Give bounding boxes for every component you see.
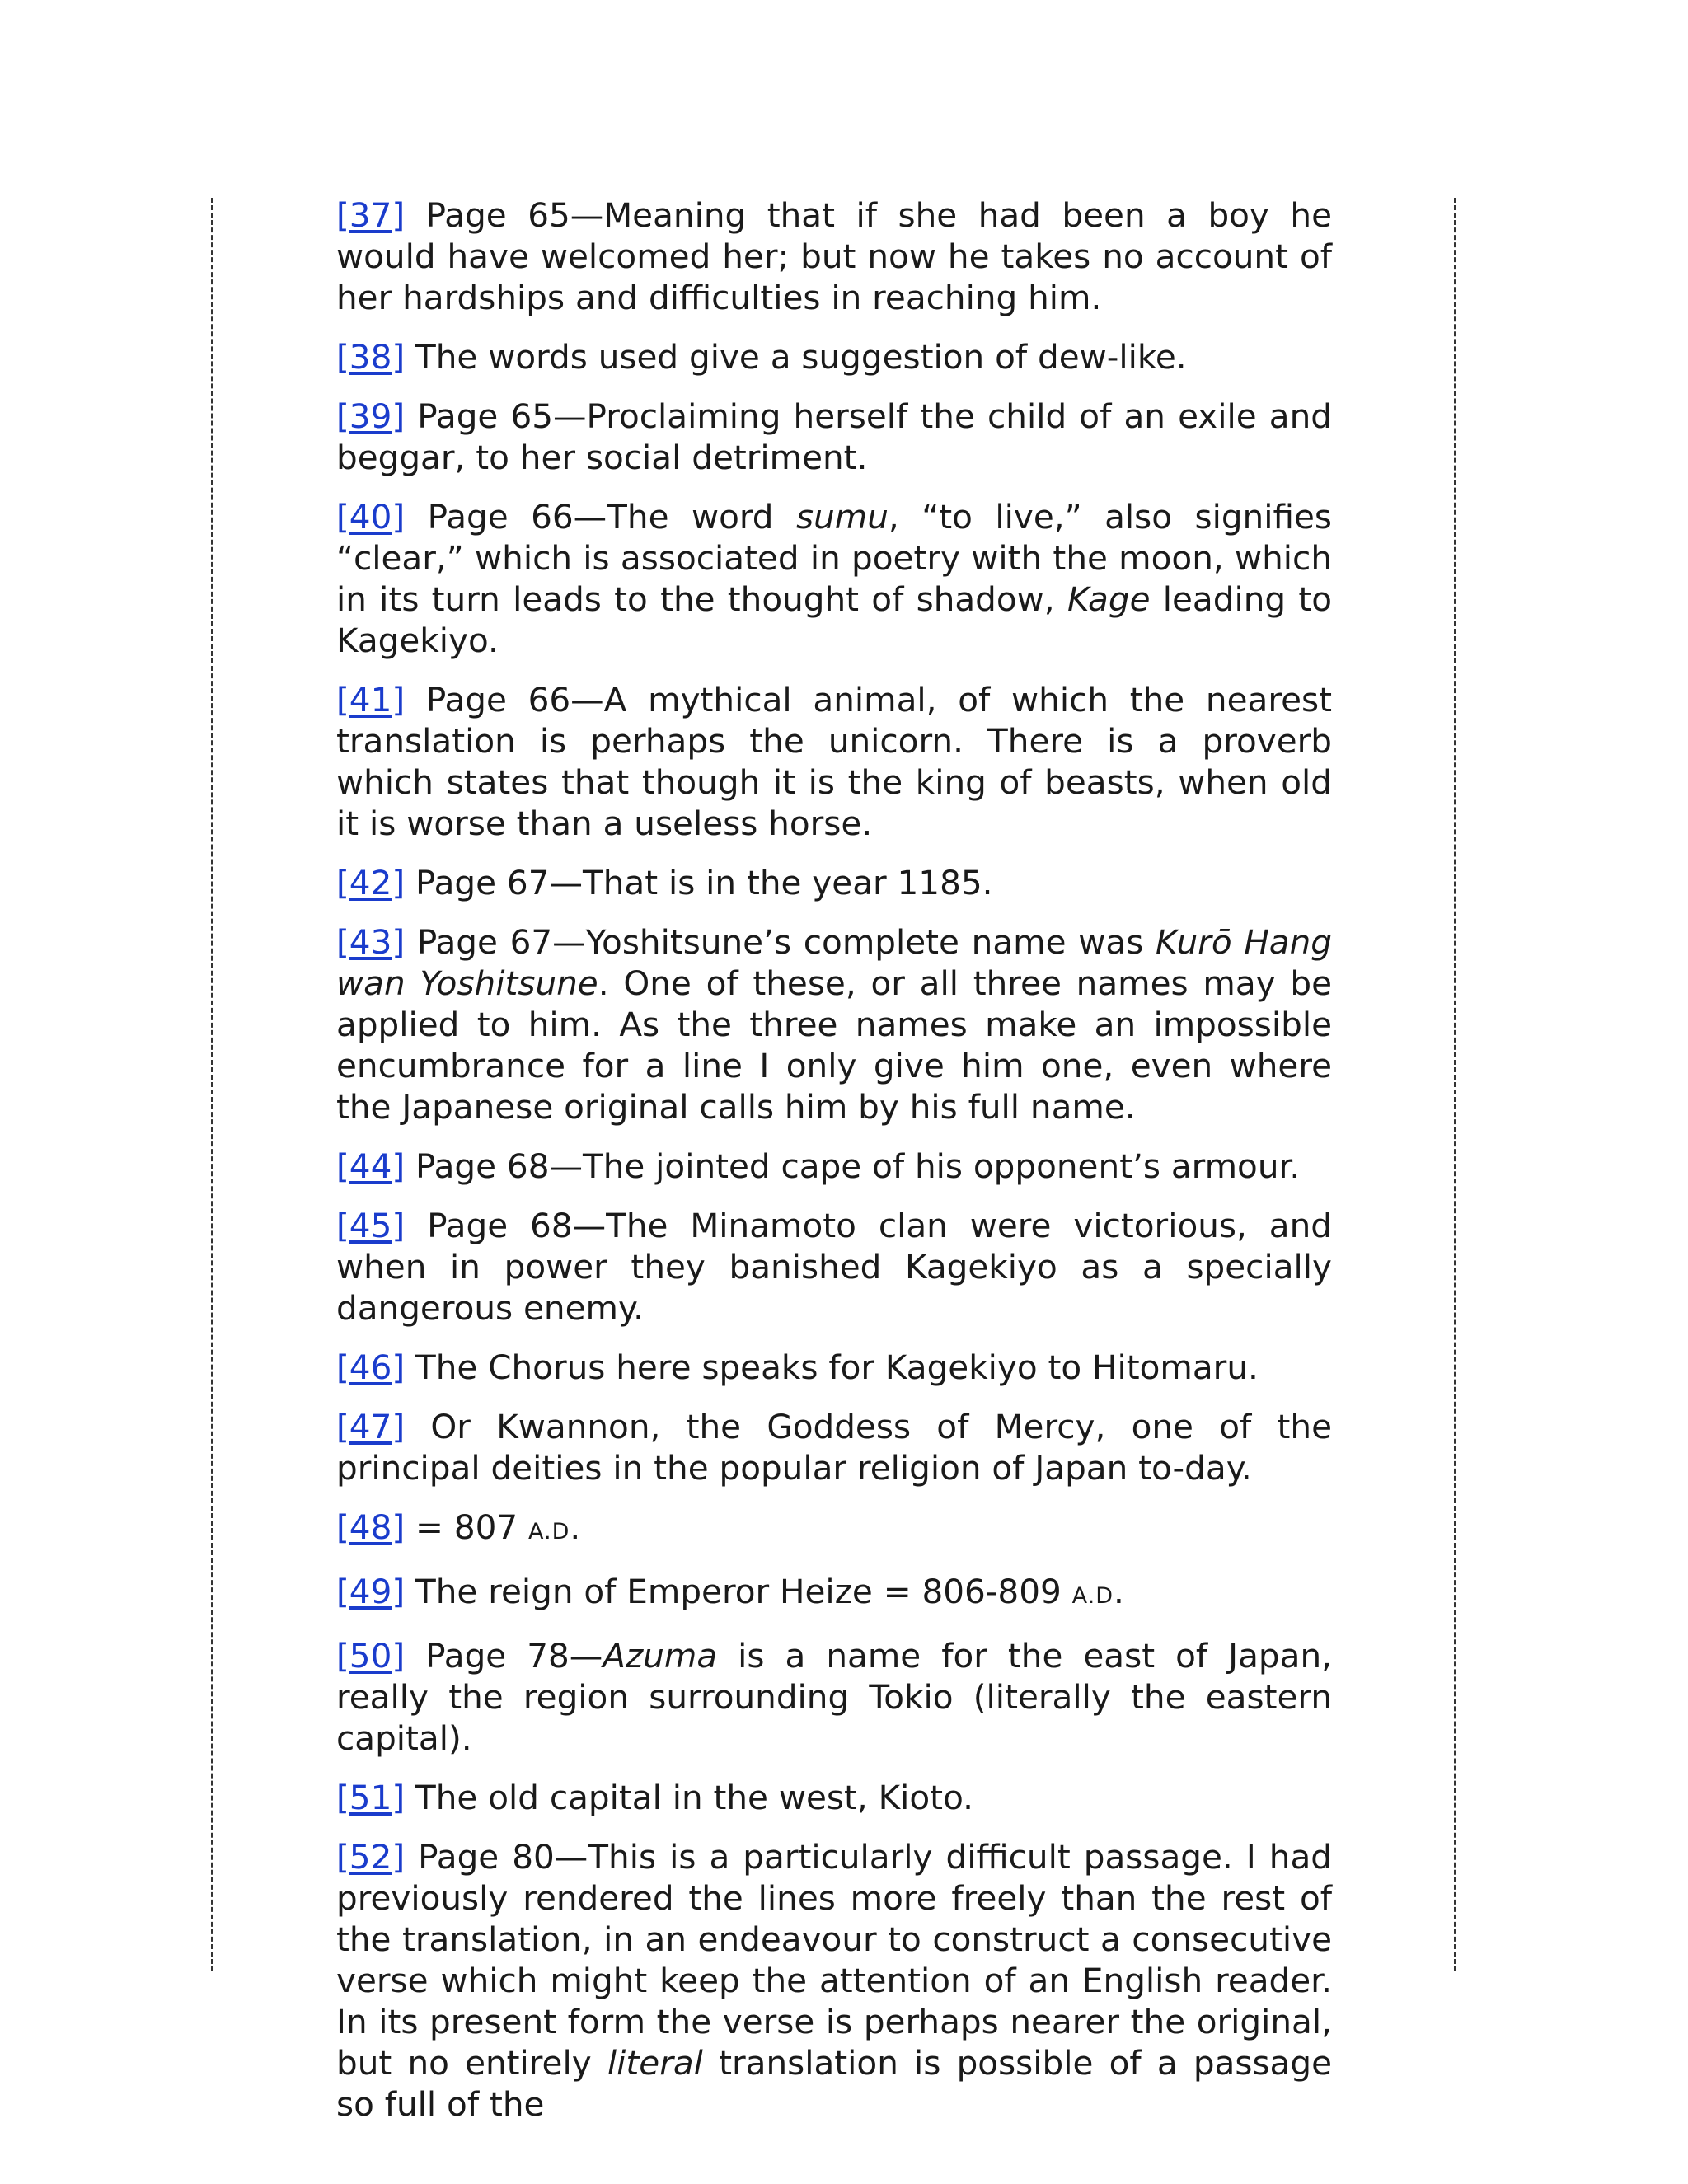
- footnote-text: [405, 1146, 1300, 1186]
- footnotes-list: [336, 194, 1332, 2143]
- footnote-ref-link[interactable]: [43]: [336, 922, 406, 962]
- text-run: . One of these, or all three names may be applied to him. As the three names make an impossible encumbrance for a line I only give him one, even where the Japanese original calls him by his full name.: [336, 963, 1332, 1127]
- footnote-ref-link[interactable]: [38]: [336, 337, 406, 377]
- footnote-ref-link[interactable]: [40]: [336, 497, 406, 537]
- footnote: [336, 496, 1332, 661]
- text-run: .: [1113, 1572, 1124, 1611]
- footnote: [336, 336, 1332, 377]
- text-run: Page 78—: [405, 1636, 603, 1675]
- footnote-text: [336, 1407, 1332, 1488]
- footnote: [336, 679, 1332, 844]
- footnote-text: [405, 1347, 1259, 1387]
- footnote-text: [405, 1507, 580, 1547]
- text-run: Page 68—The jointed cape of his opponent’s armour.: [405, 1146, 1301, 1186]
- text-run: leading to Kagekiyo.: [336, 579, 1333, 660]
- footnote-text: [336, 497, 1332, 660]
- footnote: [336, 1571, 1332, 1617]
- page-border-left: [211, 198, 213, 1971]
- text-run: Page 66—The word: [405, 497, 796, 537]
- footnote-text: [405, 1778, 973, 1817]
- text-run: Or Kwannon, the Goddess of Mercy, one of the principal deities in the popular religion of Japan to-day.: [336, 1407, 1332, 1488]
- text-run: is a name for the east of Japan, really the region surrounding Tokio (literally the eastern capital).: [336, 1636, 1332, 1758]
- text-run: Page 80—This is a particularly difficult passage. I had previously rendered the lines more freely than the rest of the translation, in an endeavour to construct a consecutive verse which might keep the attention of an English reader. In its present form the verse is perhaps nearer the original, but no entirely: [336, 1837, 1332, 2083]
- footnote-ref-link[interactable]: [50]: [336, 1636, 406, 1675]
- footnote-ref-link[interactable]: [39]: [336, 396, 406, 436]
- text-run: The Chorus here speaks for Kagekiyo to Hitomaru.: [405, 1347, 1259, 1387]
- footnote-ref-link[interactable]: [47]: [336, 1407, 406, 1446]
- italic-term: Kage: [1067, 579, 1151, 619]
- footnote-text: [336, 1206, 1332, 1328]
- footnote-text: [336, 195, 1332, 317]
- footnote-ref-link[interactable]: [48]: [336, 1507, 406, 1547]
- footnote: [336, 1406, 1332, 1488]
- text-run: The reign of Emperor Heize = 806-809: [405, 1572, 1072, 1611]
- text-run: translation is possible of a passage so full of the: [336, 2043, 1332, 2124]
- footnote: [336, 1146, 1332, 1187]
- footnote: [336, 1205, 1332, 1329]
- footnote-ref-link[interactable]: [41]: [336, 680, 406, 719]
- footnote: [336, 1777, 1332, 1818]
- footnote: [336, 1635, 1332, 1759]
- footnote: [336, 1836, 1332, 2125]
- footnote-ref-link[interactable]: [37]: [336, 195, 406, 235]
- text-run: .: [570, 1507, 581, 1547]
- footnote-text: [336, 922, 1332, 1127]
- footnote-ref-link[interactable]: [44]: [336, 1146, 406, 1186]
- text-run: Page 65—Meaning that if she had been a boy he would have welcomed her; but now he takes no account of her hardships and difficulties in reaching him.: [336, 195, 1332, 317]
- text-run: Page 67—Yoshitsune’s complete name was: [405, 922, 1156, 962]
- footnote: [336, 396, 1332, 478]
- footnote-text: [336, 680, 1332, 843]
- italic-term: Azuma: [603, 1636, 718, 1675]
- footnote-ref-link[interactable]: [45]: [336, 1206, 406, 1245]
- era-abbreviation: A.D: [528, 1519, 570, 1544]
- footnote-ref-link[interactable]: [52]: [336, 1837, 406, 1877]
- footnote-text: [336, 1636, 1332, 1758]
- text-run: The words used give a suggestion of dew-like.: [405, 337, 1187, 377]
- footnote-text: [336, 396, 1332, 477]
- footnote-text: [405, 1572, 1124, 1611]
- footnote-text: [405, 337, 1187, 377]
- page-border-right: [1454, 198, 1456, 1971]
- footnote-text: [336, 1837, 1332, 2124]
- text-run: = 807: [405, 1507, 528, 1547]
- era-abbreviation: A.D: [1071, 1583, 1114, 1609]
- footnote: [336, 862, 1332, 903]
- text-run: Page 68—The Minamoto clan were victorious, and when in power they banished Kagekiyo as a specially dangerous enemy.: [336, 1206, 1332, 1328]
- footnote-ref-link[interactable]: [51]: [336, 1778, 406, 1817]
- italic-term: sumu: [796, 497, 889, 537]
- footnote: [336, 1347, 1332, 1388]
- footnote-text: [405, 863, 992, 902]
- footnote-ref-link[interactable]: [42]: [336, 863, 406, 902]
- text-run: , “to live,” also signifies “clear,” which is associated in poetry with the moon, which in its turn leads to the thought of shadow,: [336, 497, 1333, 619]
- footnote-ref-link[interactable]: [49]: [336, 1572, 406, 1611]
- footnote-ref-link[interactable]: [46]: [336, 1347, 406, 1387]
- text-run: Page 67—That is in the year 1185.: [405, 863, 993, 902]
- footnote: [336, 1507, 1332, 1553]
- text-run: The old capital in the west, Kioto.: [405, 1778, 974, 1817]
- text-run: Page 65—Proclaiming herself the child of an exile and beggar, to her social detriment.: [336, 396, 1332, 477]
- italic-term: Kurō Hang wan Yoshitsune: [336, 922, 1332, 1003]
- footnote: [336, 194, 1332, 318]
- text-run: Page 66—A mythical animal, of which the nearest translation is perhaps the unicorn. There is a proverb which states that though it is the king of beasts, when old it is worse than a useless horse.: [336, 680, 1332, 843]
- italic-term: literal: [607, 2043, 703, 2083]
- footnote: [336, 921, 1332, 1127]
